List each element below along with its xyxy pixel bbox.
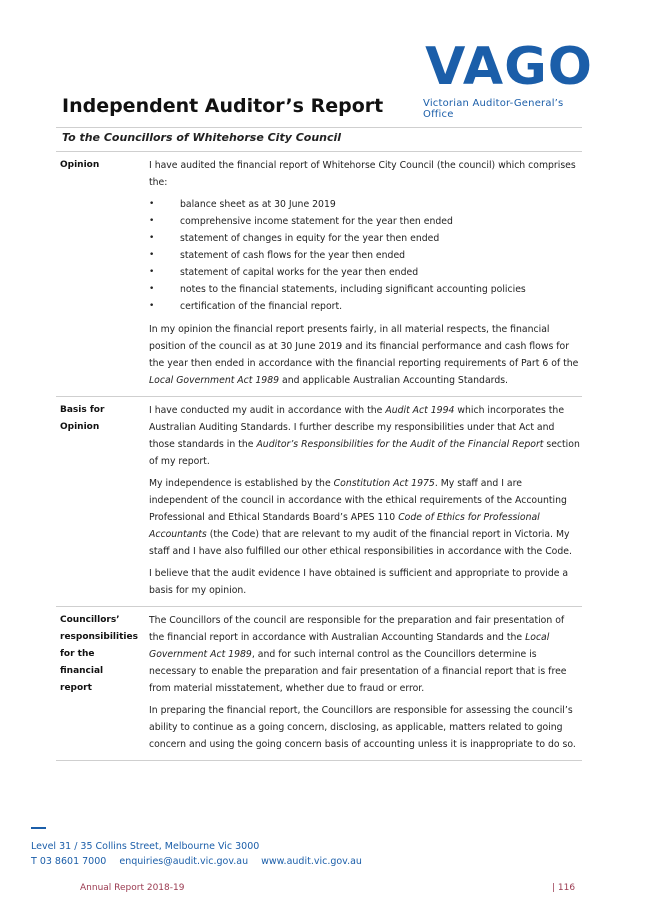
section-label: Basis for Opinion — [60, 405, 105, 432]
footer-email[interactable]: enquiries@audit.vic.gov.au — [119, 856, 249, 867]
opinion-intro: I have audited the financial report of Whitehorse City Council (the council) which comprises the: — [149, 160, 576, 188]
footer-address: Level 31 / 35 Collins Street, Melbourne Vic 3000 — [31, 841, 260, 852]
bullet-icon: • — [149, 267, 155, 277]
section-label: Councillors’ responsibilities for the financial report — [60, 615, 138, 693]
councillors-paragraph-2: In preparing the financial report, the Councillors are responsible for assessing the council’s ability to continue as a going concern, disclosing, as applicable, matters related to going concern and using the going concern basis of accounting unless it is inappropriate to do so. — [149, 705, 576, 750]
report-sections — [56, 151, 582, 761]
logo-wordmark: VAGO — [425, 37, 593, 97]
footer-phone: T 03 8601 7000 — [31, 856, 107, 867]
section-body — [149, 157, 582, 389]
statement-list — [149, 196, 582, 315]
section-basis-for-opinion — [56, 396, 582, 606]
section-opinion — [56, 151, 582, 396]
title-divider — [56, 127, 582, 128]
page-number: | 116 — [552, 883, 576, 893]
list-item: • statement of cash flows for the year then ended — [149, 247, 582, 264]
vago-logo — [423, 37, 593, 120]
basis-paragraph-2: My independence is established by the Constitution Act 1975. My staff and I are independent of the council in accordance with the ethical requirements of the Accounting Professional and Ethical Standards Board’s APES 110 Code of Ethics for Professional Accountants (the Code) that are relevant to my audit of the financial report in Victoria. My staff and I have also fulfilled our other ethical responsibilities in accordance with the Code. — [149, 478, 572, 557]
footer-contacts — [31, 854, 372, 869]
footer-contact-block — [31, 839, 372, 869]
bullet-icon: • — [149, 216, 155, 226]
footer-report-name: Annual Report 2018-19 — [80, 883, 185, 893]
councillors-paragraph-1: The Councillors of the council are responsible for the preparation and fair presentation of the financial report in accordance with Australian Accounting Standards and the Local Government Act 1989, and for such internal control as the Councillors determine is necessary to enable the preparation and fair presentation of a financial report that is free from material misstatement, whether due to fraud or error. — [149, 615, 567, 694]
logo-subtitle: Victorian Auditor-General’s Office — [423, 98, 564, 120]
list-item: • balance sheet as at 30 June 2019 — [149, 196, 582, 213]
list-item: • notes to the financial statements, including significant accounting policies — [149, 281, 582, 298]
bullet-icon: • — [149, 199, 155, 209]
bullet-icon: • — [149, 250, 155, 260]
section-councillors-responsibilities — [56, 606, 582, 761]
section-body — [149, 402, 582, 599]
basis-paragraph-3: I believe that the audit evidence I have obtained is sufficient and appropriate to provide a basis for my opinion. — [149, 568, 569, 596]
bullet-icon: • — [149, 284, 155, 294]
section-body — [149, 612, 582, 753]
opinion-conclusion: In my opinion the financial report presents fairly, in all material respects, the financial position of the council as at 30 June 2019 and its financial performance and cash flows for the year then ended in accordance with the financial reporting requirements of Part 6 of the Local Government Act 1989 and applicable Australian Accounting Standards. — [149, 324, 579, 386]
section-label: Opinion — [60, 160, 100, 170]
footer-accent-bar — [31, 827, 46, 829]
bullet-icon: • — [149, 233, 155, 243]
addressee-line: To the Councillors of Whitehorse City Council — [62, 131, 342, 144]
list-item: • statement of capital works for the year then ended — [149, 264, 582, 281]
list-item: • statement of changes in equity for the year then ended — [149, 230, 582, 247]
list-item: • certification of the financial report. — [149, 298, 582, 315]
list-item: • comprehensive income statement for the year then ended — [149, 213, 582, 230]
footer-website[interactable]: www.audit.vic.gov.au — [261, 856, 362, 867]
bullet-icon: • — [149, 301, 155, 311]
page-title: Independent Auditor’s Report — [62, 95, 384, 117]
basis-paragraph-1: I have conducted my audit in accordance with the Audit Act 1994 which incorporates the Australian Auditing Standards. I further describe my responsibilities under that Act and those standards in the Auditor’s Responsibilities for the Audit of the Financial Report section of my report. — [149, 405, 580, 467]
